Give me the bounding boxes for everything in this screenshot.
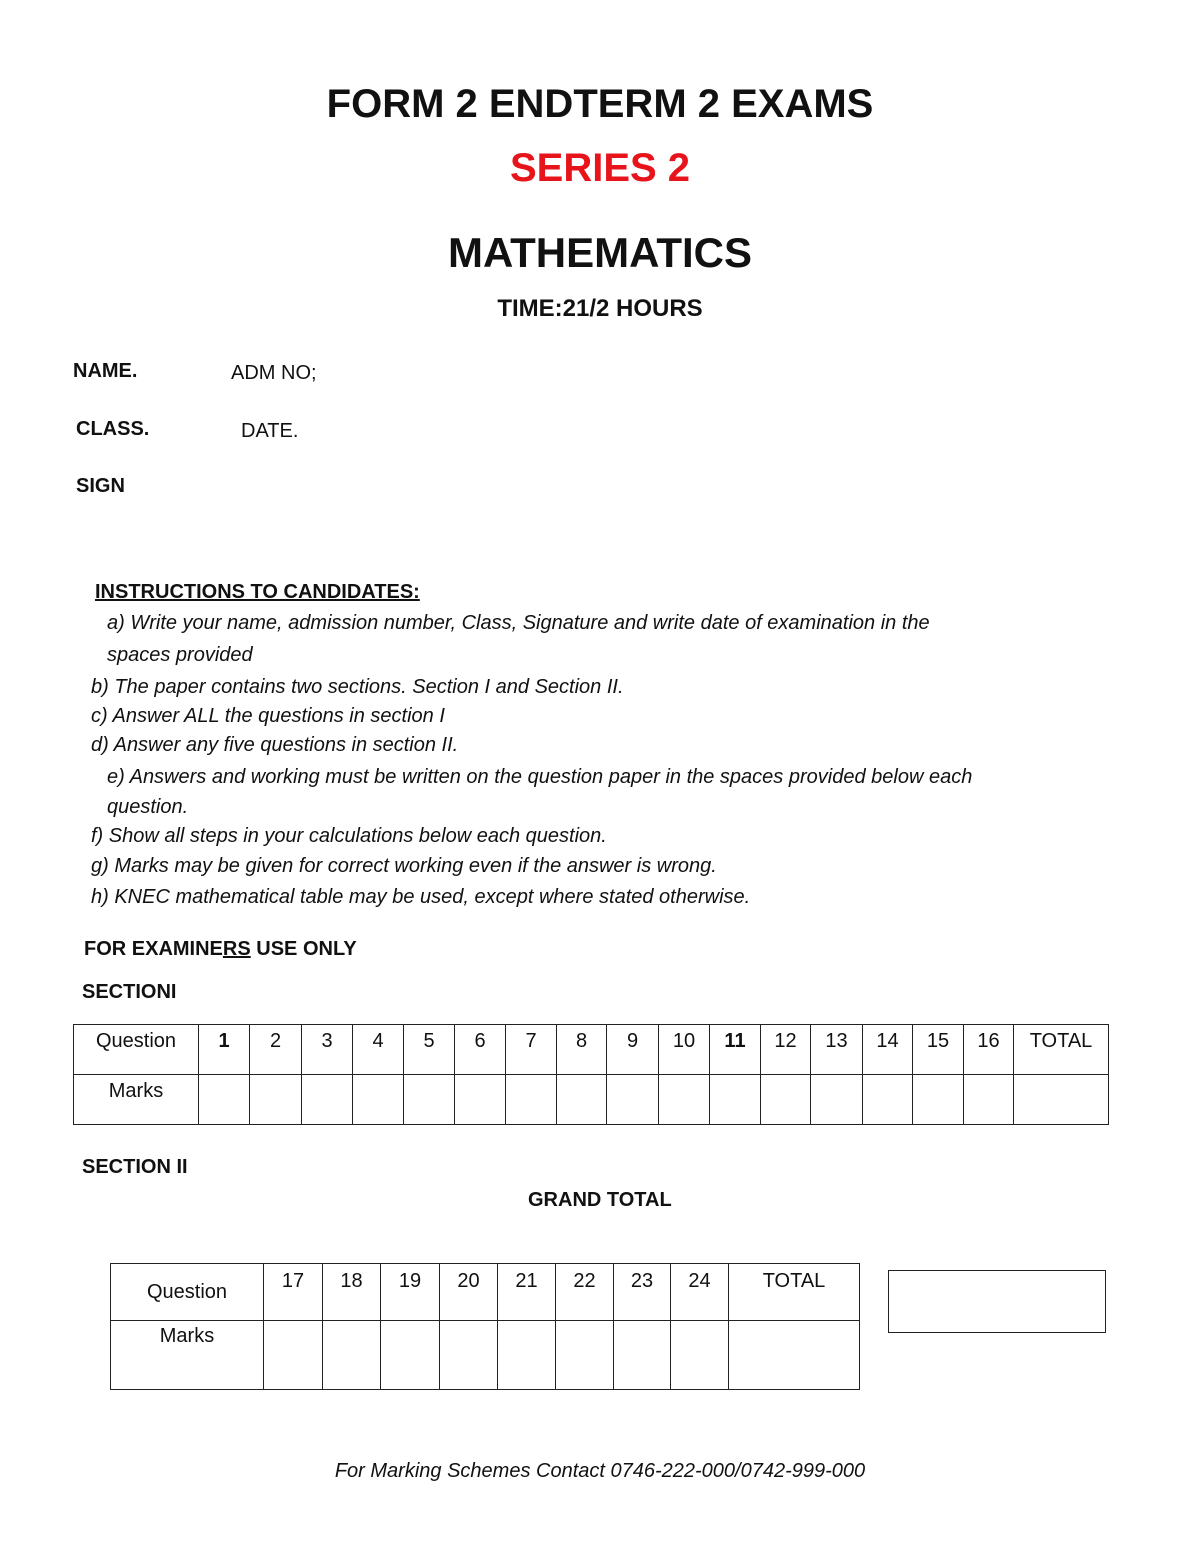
question-label: Question [74, 1025, 199, 1075]
section-2-question-row [111, 1264, 860, 1321]
marks-cell[interactable] [913, 1075, 964, 1125]
marks-cell[interactable] [761, 1075, 811, 1125]
marks-cell[interactable] [659, 1075, 710, 1125]
section-1-heading: SECTIONI [82, 981, 177, 1003]
marks-cell[interactable] [556, 1321, 614, 1390]
total-cell[interactable] [1014, 1075, 1109, 1125]
question-number: 20 [440, 1264, 498, 1321]
question-number: 10 [659, 1025, 710, 1075]
question-number: 5 [404, 1025, 455, 1075]
examiners-use-heading [84, 938, 357, 961]
date-label: DATE. [241, 420, 299, 442]
section-1-marks-table [73, 1024, 1109, 1125]
question-number: 7 [506, 1025, 557, 1075]
instruction-h: h) KNEC mathematical table may be used, except where stated otherwise. [91, 886, 751, 908]
question-number: 22 [556, 1264, 614, 1321]
instruction-a-line2: spaces provided [107, 644, 253, 666]
marks-cell[interactable] [964, 1075, 1014, 1125]
marks-cell[interactable] [671, 1321, 729, 1390]
marks-cell[interactable] [607, 1075, 659, 1125]
section-1-question-row [74, 1025, 1109, 1075]
question-number: 17 [264, 1264, 323, 1321]
examiners-text-underlined: RS [222, 938, 251, 960]
marks-label: Marks [111, 1321, 264, 1390]
instruction-f: f) Show all steps in your calculations below each question. [91, 825, 607, 847]
question-number: 24 [671, 1264, 729, 1321]
marks-cell[interactable] [353, 1075, 404, 1125]
examiners-text-pre: FOR EXAMINE [84, 938, 223, 960]
marks-cell[interactable] [404, 1075, 455, 1125]
marks-cell[interactable] [710, 1075, 761, 1125]
question-number: 2 [250, 1025, 302, 1075]
exam-title: FORM 2 ENDTERM 2 EXAMS [326, 82, 874, 126]
question-number: 11 [710, 1025, 761, 1075]
marks-cell[interactable] [614, 1321, 671, 1390]
instructions-heading: INSTRUCTIONS TO CANDIDATES: [95, 581, 420, 603]
examiners-text-post: USE ONLY [250, 938, 357, 960]
grand-total-box[interactable] [888, 1270, 1106, 1333]
question-number: 6 [455, 1025, 506, 1075]
instruction-d: d) Answer any five questions in section II. [91, 734, 459, 756]
marks-cell[interactable] [440, 1321, 498, 1390]
instruction-e-line1: e) Answers and working must be written on the question paper in the spaces provided below each [107, 766, 973, 788]
total-label: TOTAL [1014, 1025, 1109, 1075]
marks-cell[interactable] [302, 1075, 353, 1125]
question-number: 12 [761, 1025, 811, 1075]
adm-no-label: ADM NO; [231, 362, 317, 384]
instruction-e-line2: question. [107, 796, 189, 818]
marks-cell[interactable] [811, 1075, 863, 1125]
question-number: 21 [498, 1264, 556, 1321]
instruction-c: c) Answer ALL the questions in section I [91, 705, 445, 727]
name-label: NAME. [73, 360, 138, 382]
question-number: 23 [614, 1264, 671, 1321]
question-number: 8 [557, 1025, 607, 1075]
marks-cell[interactable] [455, 1075, 506, 1125]
question-number: 19 [381, 1264, 440, 1321]
question-number: 1 [199, 1025, 250, 1075]
marks-cell[interactable] [381, 1321, 440, 1390]
section-2-heading: SECTION II [82, 1156, 188, 1178]
section-2-marks-row [111, 1321, 860, 1390]
section-2-marks-table [110, 1263, 860, 1390]
question-number: 3 [302, 1025, 353, 1075]
marks-cell[interactable] [199, 1075, 250, 1125]
question-number: 18 [323, 1264, 381, 1321]
instruction-a-line1: a) Write your name, admission number, Class, Signature and write date of examination in the [107, 612, 930, 634]
total-label: TOTAL [729, 1264, 860, 1321]
marks-cell[interactable] [323, 1321, 381, 1390]
class-label: CLASS. [76, 418, 150, 440]
exam-series: SERIES 2 [509, 146, 691, 190]
marks-cell[interactable] [863, 1075, 913, 1125]
question-label: Question [111, 1264, 264, 1321]
marks-cell[interactable] [250, 1075, 302, 1125]
instruction-b: b) The paper contains two sections. Section I and Section II. [91, 676, 624, 698]
instruction-g: g) Marks may be given for correct working even if the answer is wrong. [91, 855, 717, 877]
exam-subject: MATHEMATICS [447, 229, 753, 276]
question-number: 14 [863, 1025, 913, 1075]
total-cell[interactable] [729, 1321, 860, 1390]
grand-total-label: GRAND TOTAL [528, 1189, 672, 1211]
question-number: 16 [964, 1025, 1014, 1075]
marks-cell[interactable] [506, 1075, 557, 1125]
footer-contact: For Marking Schemes Contact 0746-222-000/0742-999-000 [334, 1460, 866, 1482]
question-number: 15 [913, 1025, 964, 1075]
question-number: 4 [353, 1025, 404, 1075]
marks-cell[interactable] [557, 1075, 607, 1125]
section-1-marks-row [74, 1075, 1109, 1125]
marks-cell[interactable] [498, 1321, 556, 1390]
sign-label: SIGN [76, 475, 125, 497]
marks-cell[interactable] [264, 1321, 323, 1390]
exam-time: TIME:21/2 HOURS [497, 295, 703, 322]
question-number: 13 [811, 1025, 863, 1075]
question-number: 9 [607, 1025, 659, 1075]
marks-label: Marks [74, 1075, 199, 1125]
